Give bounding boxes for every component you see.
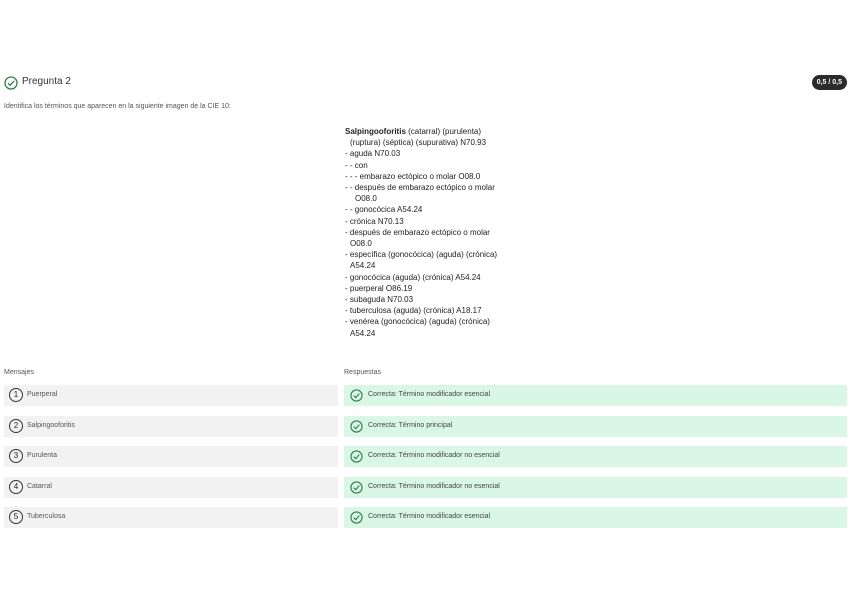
index-line [345,316,515,327]
answer-row [344,507,847,528]
answers-column-label: Respuestas [344,369,381,376]
index-line-text: - tuberculosa (aguda) (crónica) A18.17 [345,306,482,316]
index-line-text: - aguda N70.03 [345,149,401,159]
check-circle-icon [350,511,363,524]
message-row [4,477,338,498]
index-line-text: - - después de embarazo ectópico o molar [345,183,495,193]
index-line [345,260,515,271]
number-badge: 2 [9,419,23,433]
message-row [4,507,338,528]
index-line [345,137,515,148]
answer-text: Correcta: Término modificador no esencial [368,452,500,459]
question-header [4,75,847,91]
index-line-text: - - con [345,160,368,170]
check-circle-icon [350,420,363,433]
answer-text: Correcta: Término modificador esencial [368,391,491,398]
number-badge: 4 [9,480,23,494]
index-line [345,227,515,238]
index-line [345,204,515,215]
index-line-text: A54.24 [350,261,376,271]
index-line [345,294,515,305]
index-line [345,283,515,294]
check-circle-icon [350,389,363,402]
index-line [345,160,515,171]
index-line-text: - después de embarazo ectópico o molar [345,227,490,237]
check-circle-icon [350,481,363,494]
index-line [345,148,515,159]
number-badge: 1 [9,388,23,402]
index-line-text: - - gonocócica A54.24 [345,205,423,215]
index-main-term: Salpingooforitis [345,127,406,136]
question-instruction: Identifica los términos que aparecen en la siguiente imagen de la CIE 10: [4,103,231,110]
index-line [345,182,515,193]
message-text: Catarral [27,483,52,490]
index-line [345,328,515,339]
number-badge: 5 [9,510,23,524]
message-row [4,416,338,437]
index-line-text: - - - embarazo ectópico o molar O08.0 [345,171,481,181]
message-row [4,446,338,467]
index-line [345,238,515,249]
score-badge: 0,5 / 0,5 [812,75,847,90]
answer-text: Correcta: Término principal [368,422,453,429]
message-text: Salpingooforitis [27,422,75,429]
answer-row [344,385,847,406]
index-line [345,272,515,283]
question-title: Pregunta 2 [22,76,71,87]
index-line-text: A54.24 [350,328,376,338]
index-line [345,126,515,137]
index-line [345,305,515,316]
answer-text: Correcta: Término modificador esencial [368,513,491,520]
number-badge: 3 [9,449,23,463]
index-line-text: - subaguda N70.03 [345,295,414,305]
index-line-text: O08.0 [355,194,377,204]
answer-row [344,446,847,467]
index-line [345,249,515,260]
message-text: Purulenta [27,452,57,459]
answer-row [344,416,847,437]
check-circle-icon [350,450,363,463]
index-line-text: (ruptura) (séptica) (supurativa) N70.93 [350,138,487,148]
index-line-text: - puerperal O86.19 [345,283,413,293]
check-circle-icon [4,76,18,90]
index-line [345,216,515,227]
index-line [345,171,515,182]
index-line [345,193,515,204]
message-text: Puerperal [27,391,58,398]
answer-text: Correcta: Término modificador no esencial [368,483,500,490]
message-row [4,385,338,406]
index-line-text: - específica (gonocócica) (aguda) (crónica) [345,250,498,260]
index-line-text: (catarral) (purulenta) [405,127,482,136]
message-text: Tuberculosa [27,513,66,520]
index-line-text: - gonocócica (aguda) (crónica) A54.24 [345,272,481,282]
index-line-text: - venérea (gonocócica) (aguda) (crónica) [345,317,490,327]
index-line-text: - crónica N70.13 [345,216,404,226]
messages-column-label: Mensajes [4,369,34,376]
cie10-index-entry [345,126,515,339]
answer-row [344,477,847,498]
index-line-text: O08.0 [350,239,372,249]
